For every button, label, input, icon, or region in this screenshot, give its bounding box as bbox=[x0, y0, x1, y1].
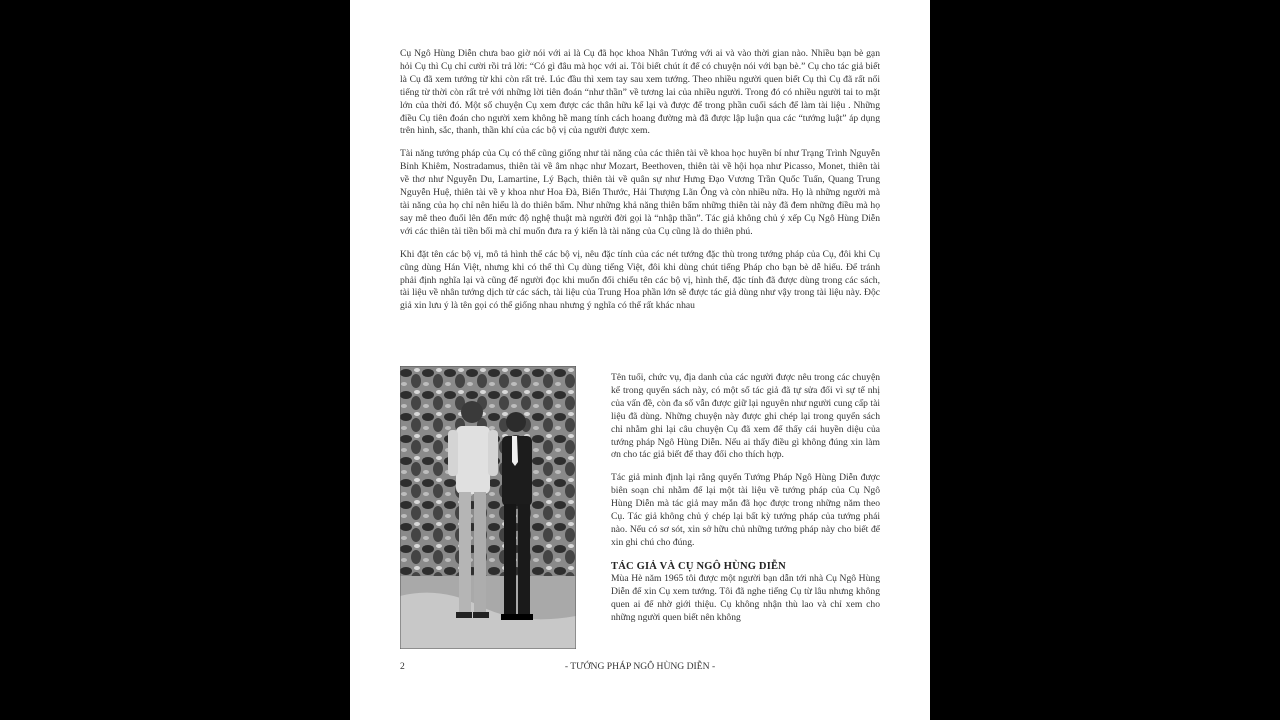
page-footer bbox=[400, 661, 880, 675]
document-page bbox=[350, 0, 930, 720]
section-paragraph: Mùa Hè năm 1965 tôi được một người bạn dẫn tới nhà Cụ Ngô Hùng Diễn để xin Cụ xem tướng. Tôi đã nghe tiếng Cụ từ lâu nhưng không quen ai để nhờ giới thiệu. Cụ không nhận thù lao và chỉ xem cho những người quen biết nên không bbox=[611, 572, 880, 623]
page-number: 2 bbox=[400, 661, 405, 672]
paragraph-1: Cụ Ngô Hùng Diễn chưa bao giờ nói với ai là Cụ đã học khoa Nhân Tướng với ai và vào thời gian nào. Nhiều bạn bè gạn hỏi Cụ thì Cụ chỉ cười rồi trả lời: “Có gì đâu mà học với ai. Tôi biết chút ít để có chuyện nói với bạn bè.” Cụ cho tác giả biết là Cụ đã xem tướng từ khi còn rất trẻ. Lúc đầu thì xem tay sau xem tướng. Theo nhiều người quen biết Cụ thì Cụ đã rất nổi tiếng từ thời còn rất trẻ với những lời tiên đoán “như thần” về tương lai của nhiều người. Trong đó có nhiều người tai to mặt lớn của thời đó. Một số chuyện Cụ xem được các thân hữu kể lại và được để trong phần cuối sách để làm tài liệu . Những điều Cụ tiên đoán cho người xem không hề mang tính cách hoang đường mà đã được lập luận qua các “tướng luật” áp dụng trên hình, sắc, thanh, thần khí của các bộ vị của người được xem. bbox=[400, 48, 880, 137]
body-text bbox=[400, 48, 880, 323]
paragraph-3: Khi đặt tên các bộ vị, mô tả hình thể các bộ vị, nêu đặc tính của các nét tướng đặc thù trong tướng pháp của Cụ, đôi khi Cụ cũng dùng Hán Việt, nhưng khi có thể thì Cụ dùng tiếng Việt, đôi khi dùng chút tiếng Pháp cho bạn bè dễ hiểu. Để tránh phải định nghĩa lại và cũng để người đọc khi muốn đối chiếu tên các bộ vị, hình thể, đặc tính đã được dùng trong các sách, tài liệu về nhân tướng dịch từ các sách, tài liệu của Trung Hoa phần lớn sẽ được tác giả dùng như vậy trong tài liệu này. Độc giả xin lưu ý là tên gọi có thể giống nhau nhưng ý nghĩa có thể rất khác nhau bbox=[400, 248, 880, 312]
side-paragraph-1: Tên tuổi, chức vụ, địa danh của các người được nêu trong các chuyện kể trong quyển sách này, có một số tác giả đã tự sửa đổi vì sự tế nhị của vấn đề, còn đa số vẫn được giữ lại nguyên như người cung cấp tài liệu đã dùng. Những chuyện này được ghi chép lại trong quyển sách chỉ nhằm ghi lại câu chuyện Cụ đã xem để thấy cái huyền diệu của tướng pháp Ngô Hùng Diễn. Nếu ai thấy điều gì không đúng xin làm ơn cho tác giả biết để thay đổi cho thích hợp. bbox=[611, 372, 880, 461]
side-paragraph-2: Tác giả minh định lại rằng quyển Tướng Pháp Ngô Hùng Diễn được biên soạn chỉ nhằm để lại một tài liệu về tướng pháp của Cụ Ngô Hùng Diễn mà tác giả may mắn đã học được trong những năm theo Cụ. Tác giả không chủ ý chép lại bất kỳ tướng pháp của tướng phái nào. Nếu có sơ sót, xin sở hữu chủ những tướng pháp này cho biết để xin ghi chú cho đúng. bbox=[611, 472, 880, 548]
figure-row bbox=[400, 366, 880, 651]
paragraph-2: Tài năng tướng pháp của Cụ có thể cũng giống như tài năng của các thiên tài về khoa học huyền bí như Trạng Trình Nguyễn Bỉnh Khiêm, Nostradamus, thiên tài về âm nhạc như Mozart, Beethoven, thiên tài về hội họa như Picasso, Monet, thiên tài về thơ như Nguyễn Du, Lamartine, Lý Bạch, thiên tài về quân sự như Hưng Đạo Vương Trần Quốc Tuấn, Quang Trung Nguyễn Huệ, thiên tài về y khoa như Hoa Đà, Biển Thước, Hải Thượng Lãn Ông và còn nhiều nữa. Họ là những người mà tài năng của họ chỉ nên hiểu là do thiên bẩm. Như những khả năng thiên bẩm những thiên tài này đã đem những điều mà họ say mê theo đuổi lên đến mức độ nghệ thuật mà người đời gọi là “nhập thần”. Tác giả không chủ ý xếp Cụ Ngô Hùng Diễn với các thiên tài tiền bối mà chỉ muốn đưa ra ý kiến là tài năng của Cụ cũng là do thiên phú. bbox=[400, 148, 880, 237]
running-title: - TƯỚNG PHÁP NGÔ HÙNG DIỄN - bbox=[564, 661, 716, 672]
author-photo bbox=[400, 366, 576, 649]
side-column bbox=[611, 372, 880, 624]
section-heading: TÁC GIẢ VÀ CỤ NGÔ HÙNG DIỄN bbox=[611, 560, 786, 572]
